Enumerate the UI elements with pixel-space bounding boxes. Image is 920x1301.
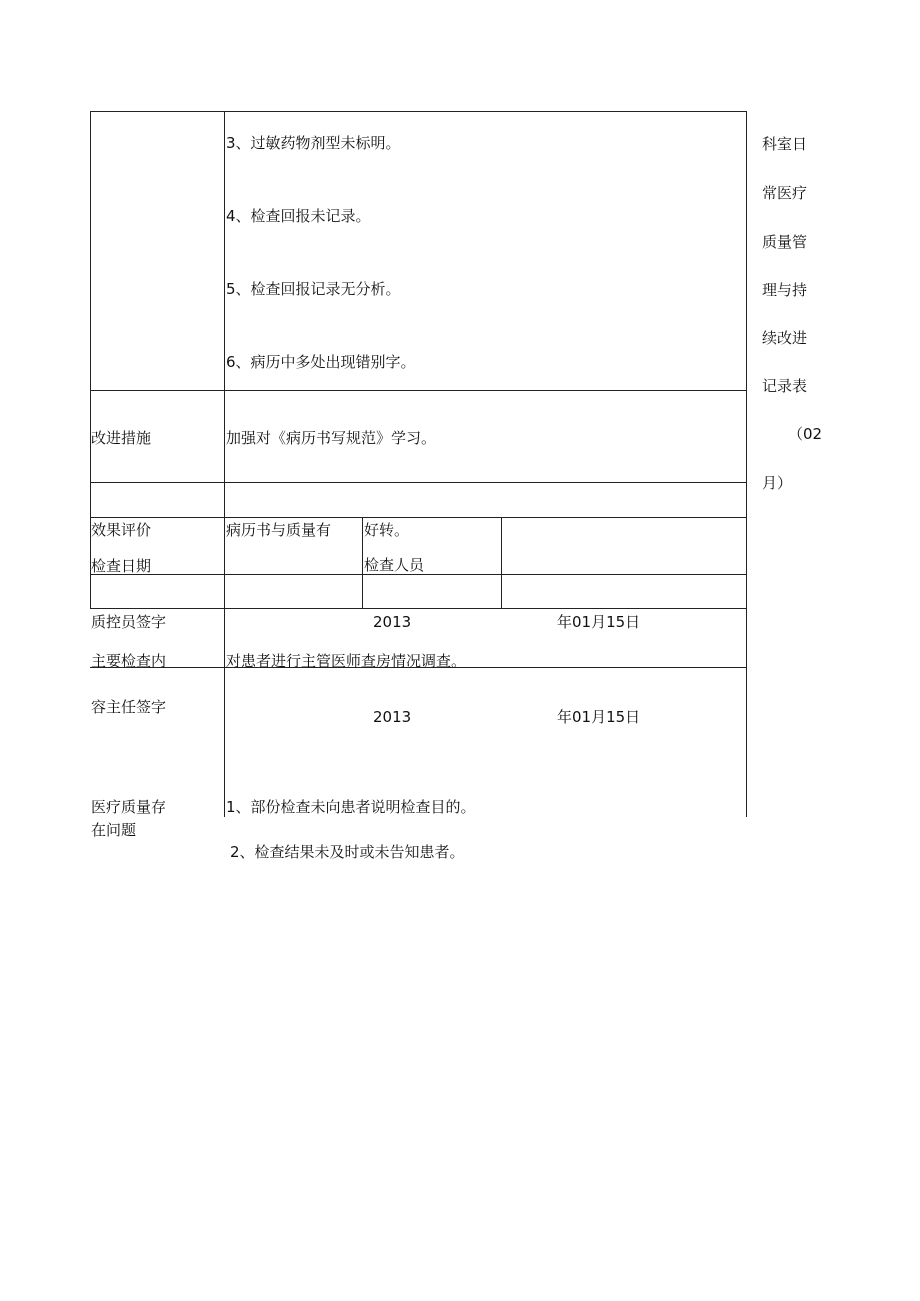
problem-item: 3、过敏药物剂型未标明。 [226, 134, 401, 152]
director-signature-label: 容主任签字 [91, 698, 167, 716]
improvement-value: 加强对《病历书写规范》学习。 [226, 429, 437, 447]
column-divider [224, 111, 225, 817]
quality-problem-item: 2、检查结果未及时或未告知患者。 [230, 843, 465, 861]
evaluation-value-part1: 病历书与质量有 [226, 521, 332, 539]
table-right-border [746, 111, 747, 817]
inspector-label: 检查人员 [364, 556, 425, 574]
quality-problems-label-line1: 医疗质量存 [91, 798, 167, 816]
row-divider [90, 608, 746, 609]
sidebar-title-line: 质量管 [762, 233, 808, 251]
column-divider [362, 517, 363, 608]
quality-problem-item: 1、部份检查未向患者说明检查目的。 [226, 798, 476, 816]
main-check-value: 对患者进行主管医师查房情况调查。 [226, 652, 467, 670]
check-date-label: 检查日期 [91, 557, 152, 575]
sidebar-title-line: 科室日 [762, 135, 808, 153]
row-divider [90, 390, 746, 391]
improvement-label: 改进措施 [91, 429, 152, 447]
quality-problems-label-line2: 在问题 [91, 821, 137, 839]
qc-signature-label: 质控员签字 [91, 613, 167, 631]
sidebar-title-line: 记录表 [762, 377, 808, 395]
evaluation-value-part2: 好转。 [364, 521, 410, 539]
sidebar-title-line: （02 [788, 425, 823, 443]
column-divider [501, 517, 502, 608]
qc-signature-date: 年01月15日 [557, 613, 641, 631]
qc-signature-year: 2013 [373, 613, 412, 631]
sidebar-title-line: 续改进 [762, 329, 808, 347]
sidebar-title-line: 常医疗 [762, 184, 808, 202]
evaluation-label: 效果评价 [91, 521, 152, 539]
director-signature-year: 2013 [373, 708, 412, 726]
row-divider [90, 517, 746, 518]
director-signature-date: 年01月15日 [557, 708, 641, 726]
problem-item: 4、检查回报未记录。 [226, 207, 371, 225]
sidebar-title-line: 月） [762, 474, 793, 492]
table-top-border [90, 111, 746, 112]
problem-item: 6、病历中多处出现错别字。 [226, 353, 416, 371]
sidebar-title-line: 理与持 [762, 281, 808, 299]
main-check-label: 主要检查内 [91, 652, 167, 670]
problem-item: 5、检查回报记录无分析。 [226, 280, 401, 298]
row-divider [90, 482, 746, 483]
